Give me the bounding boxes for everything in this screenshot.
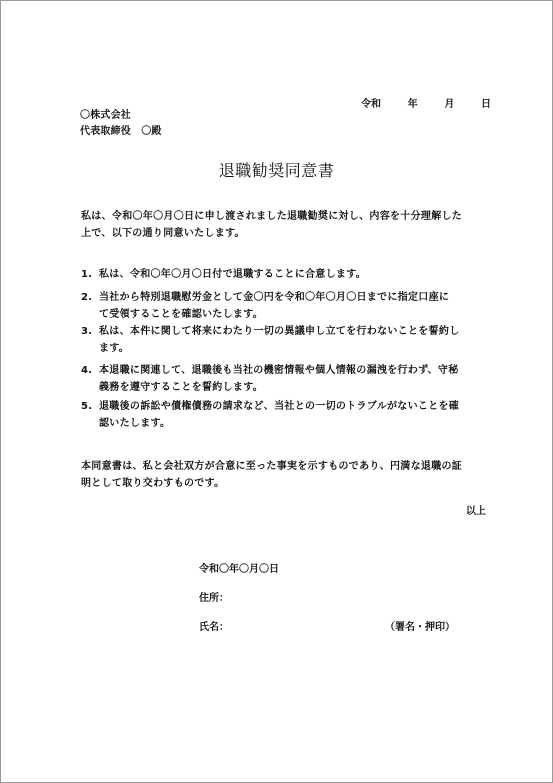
list-item-text: て受領することを確認いたします。 — [99, 309, 263, 320]
header-date-month: 月 — [444, 99, 455, 110]
closing-line-1: 本同意書は、私と会社双方が合意に至った事実を示すものであり、円満な退職の証 — [81, 461, 463, 472]
list-item-number: 4. — [81, 365, 93, 376]
addressee-company: 〇株式会社 — [80, 110, 131, 121]
header-date-year: 年 — [407, 99, 418, 110]
address-label: 住所： — [199, 593, 229, 604]
list-item-text: 退職後の訴訟や債権債務の請求など、当社との一切のトラブルがないことを確 — [99, 401, 460, 412]
list-item-text: 当社から特別退職慰労金として金〇円を令和〇年〇月〇日までに指定口座に — [99, 292, 450, 303]
seal-note: （署名・押印） — [385, 622, 455, 633]
closing-line-2: 明として取り交わすものです。 — [81, 478, 225, 489]
intro-line-1: 私は、令和〇年〇月〇日に申し渡されました退職勧奨に対し、内容を十分理解した — [81, 211, 463, 222]
list-item-number: 3. — [81, 326, 93, 337]
intro-line-2: 上で、以下の通り同意いたします。 — [81, 228, 245, 239]
signature-date: 令和〇年〇月〇日 — [199, 564, 279, 575]
list-item-text: ます。 — [99, 343, 130, 354]
list-item-number: 5. — [81, 401, 93, 412]
list-item-text: 本退職に関連して、退職後も当社の機密情報や個人情報の漏洩を行わず、守秘 — [99, 365, 459, 376]
header-date — [361, 95, 491, 110]
ijou-label: 以上 — [466, 506, 486, 517]
closing-paragraph — [81, 458, 493, 492]
list-item-number: 2. — [81, 292, 93, 303]
list-item-text: 義務を遵守することを誓約します。 — [99, 382, 263, 393]
name-label: 氏名： — [199, 622, 229, 633]
addressee-representative: 代表取締役 〇殿 — [80, 126, 162, 137]
intro-paragraph — [81, 208, 493, 242]
header-date-day: 日 — [480, 99, 491, 110]
list-item-text: 私は、令和〇年〇月〇日付で退職することに合意します。 — [99, 269, 366, 280]
list-item-number: 1. — [81, 269, 93, 280]
list-item-text: 私は、本件に関して将来にわたり一切の異議申し立てを行わないことを誓約し — [99, 326, 460, 337]
header-date-era: 令和 — [361, 99, 381, 110]
document-title: 退職勧奨同意書 — [218, 161, 335, 180]
list-item-text: 認いたします。 — [99, 418, 171, 429]
